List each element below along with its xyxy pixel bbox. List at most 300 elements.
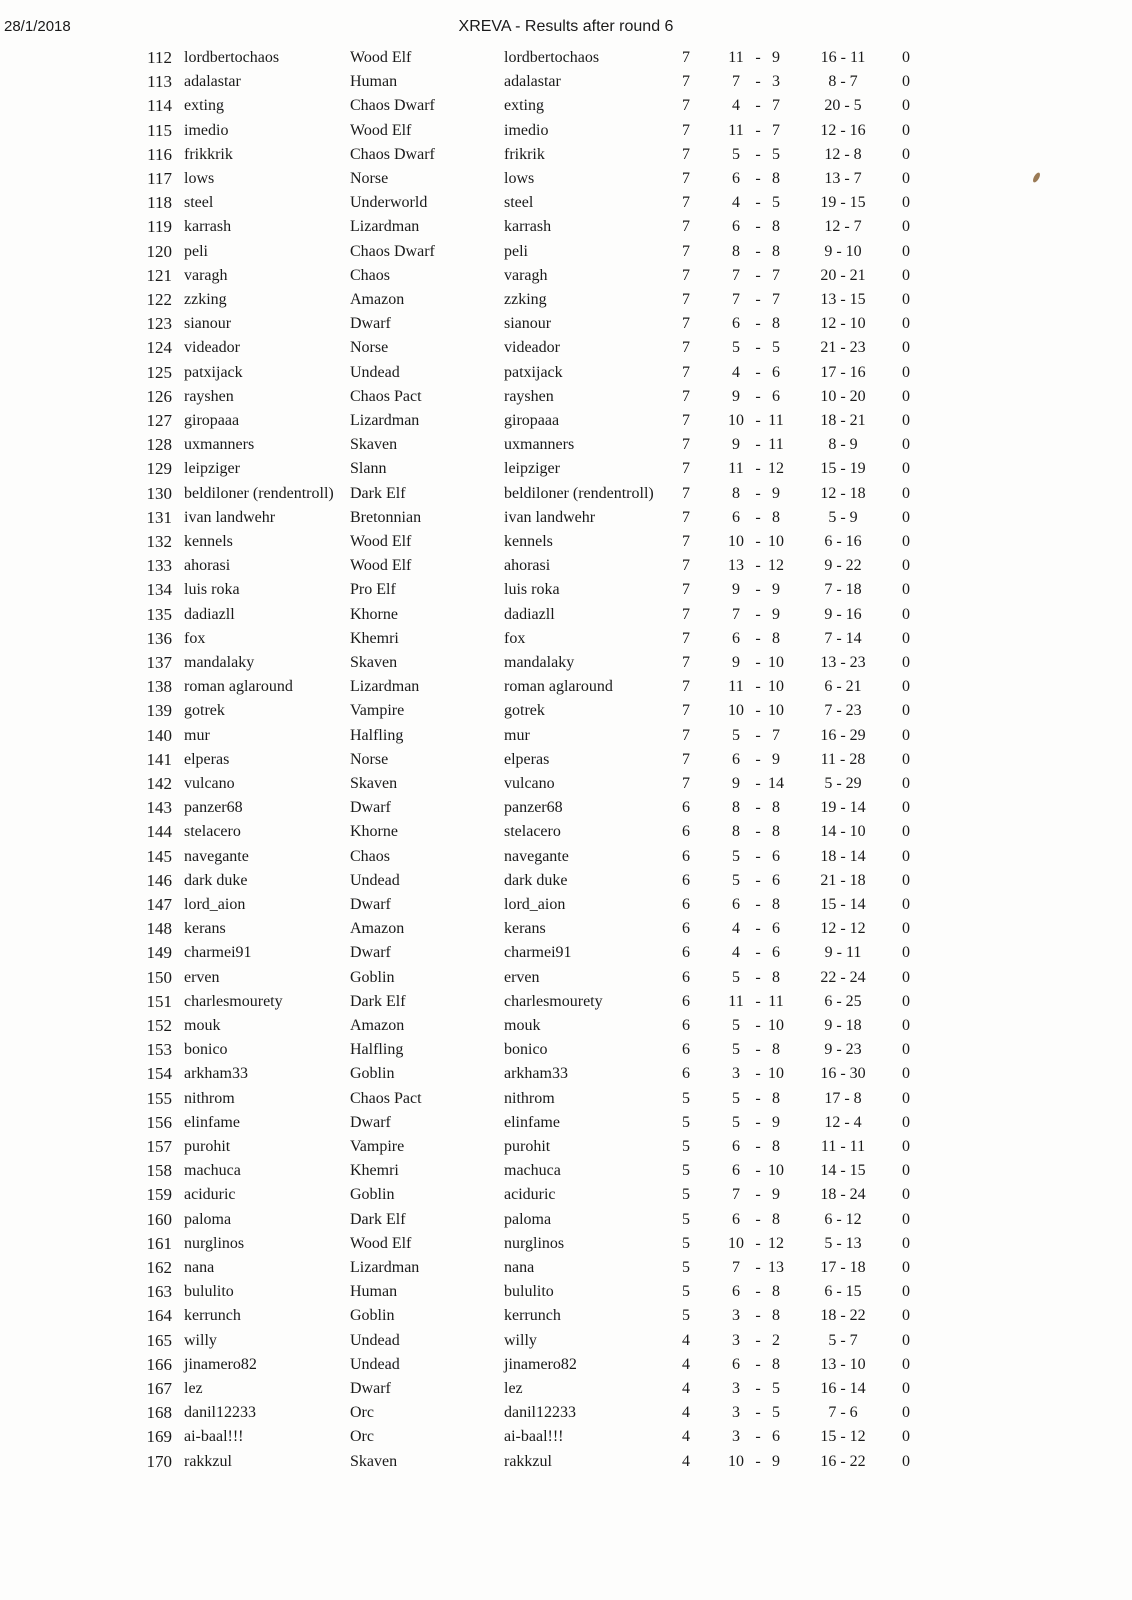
td-against-cell: 5 [772, 145, 780, 163]
print-date: 28/1/2018 [4, 18, 71, 35]
table-row [0, 1038, 1132, 1062]
team-cell: rakkzul [504, 1452, 552, 1470]
rank-cell: 122 [146, 290, 172, 309]
rank-cell: 143 [146, 798, 172, 818]
table-row [0, 1329, 1132, 1353]
casualties-cell: 16 - 11 [820, 49, 866, 66]
coach-cell: peli [184, 242, 208, 260]
rank-cell: 144 [146, 822, 172, 842]
points-cell: 7 [682, 218, 690, 236]
td-against-cell: 9 [772, 1113, 780, 1131]
table-row [0, 167, 1132, 191]
team-cell: nithrom [504, 1089, 555, 1107]
td-against-cell: 6 [772, 920, 780, 938]
rank-cell: 135 [146, 604, 172, 624]
table-row [0, 966, 1132, 990]
points-cell: 7 [682, 266, 690, 284]
team-cell: panzer68 [504, 799, 563, 817]
td-against-cell: 8 [772, 315, 780, 333]
bonus-cell: 0 [902, 121, 910, 139]
table-row [0, 264, 1132, 288]
casualties-cell: 9 - 10 [824, 242, 862, 260]
td-for-cell: 3 [732, 1307, 740, 1325]
td-against-cell: 6 [772, 847, 780, 865]
coach-cell: kerans [184, 920, 226, 938]
team-cell: kerans [504, 920, 546, 938]
td-separator: - [755, 1138, 761, 1155]
coach-cell: mouk [184, 1017, 221, 1034]
team-cell: steel [504, 194, 534, 212]
coach-cell: kennels [184, 533, 233, 550]
points-cell: 7 [682, 750, 690, 768]
td-against-cell: 8 [772, 896, 780, 913]
table-row [0, 675, 1132, 699]
points-cell: 5 [682, 1210, 690, 1228]
td-separator: - [755, 799, 761, 817]
casualties-cell: 12 - 18 [820, 484, 866, 502]
td-for-cell: 10 [728, 533, 744, 550]
td-against-cell: 9 [772, 1186, 780, 1204]
casualties-cell: 13 - 23 [820, 654, 866, 671]
team-cell: paloma [504, 1210, 552, 1228]
td-against-cell: 8 [772, 823, 780, 841]
td-for-cell: 10 [728, 702, 744, 720]
td-against-cell: 8 [772, 799, 780, 817]
td-separator: - [755, 145, 761, 163]
points-cell: 6 [682, 920, 690, 938]
race-cell: Halfling [350, 1041, 404, 1059]
rank-cell: 148 [146, 919, 172, 939]
bonus-cell: 0 [902, 871, 910, 889]
casualties-cell: 7 - 6 [828, 1404, 858, 1422]
points-cell: 7 [682, 339, 690, 357]
points-cell: 7 [682, 387, 690, 405]
bonus-cell: 0 [902, 847, 910, 865]
td-separator: - [755, 1041, 761, 1059]
td-separator: - [755, 363, 761, 381]
points-cell: 7 [682, 194, 690, 212]
table-row [0, 1062, 1132, 1086]
points-cell: 7 [682, 121, 690, 139]
table-row [0, 1232, 1132, 1256]
coach-cell: dadiazll [184, 605, 235, 623]
team-cell: mur [504, 726, 530, 744]
td-separator: - [755, 1452, 761, 1470]
td-for-cell: 5 [732, 968, 740, 986]
points-cell: 7 [682, 73, 690, 91]
bonus-cell: 0 [902, 218, 910, 236]
rank-cell: 123 [146, 314, 172, 334]
td-for-cell: 11 [728, 678, 744, 696]
bonus-cell: 0 [902, 992, 910, 1010]
casualties-cell: 6 - 25 [824, 992, 862, 1010]
bonus-cell: 0 [902, 1162, 910, 1180]
rank-cell: 166 [146, 1354, 172, 1374]
race-cell: Wood Elf [350, 49, 412, 66]
td-separator: - [755, 1355, 761, 1373]
table-row [0, 941, 1132, 965]
rank-cell: 119 [147, 217, 172, 237]
team-cell: giropaaa [504, 412, 560, 429]
td-for-cell: 5 [732, 1041, 740, 1059]
td-for-cell: 3 [732, 1065, 740, 1083]
td-against-cell: 10 [768, 1017, 784, 1034]
casualties-cell: 6 - 16 [824, 533, 862, 550]
team-cell: elinfame [504, 1113, 560, 1131]
td-for-cell: 6 [732, 170, 740, 187]
points-cell: 6 [682, 992, 690, 1010]
race-cell: Amazon [350, 1017, 405, 1034]
td-separator: - [755, 73, 761, 91]
rank-cell: 149 [146, 943, 172, 963]
td-for-cell: 4 [732, 920, 740, 938]
table-row [0, 94, 1132, 118]
points-cell: 5 [682, 1283, 690, 1301]
race-cell: Lizardman [350, 678, 420, 696]
td-against-cell: 8 [772, 1283, 780, 1301]
bonus-cell: 0 [902, 170, 910, 187]
casualties-cell: 16 - 14 [820, 1380, 866, 1397]
rank-cell: 145 [146, 846, 172, 866]
table-row [0, 772, 1132, 796]
race-cell: Lizardman [350, 218, 420, 236]
bonus-cell: 0 [902, 823, 910, 841]
table-row [0, 288, 1132, 312]
bonus-cell: 0 [902, 363, 910, 381]
race-cell: Norse [350, 750, 389, 768]
coach-cell: lordbertochaos [184, 49, 280, 66]
rank-cell: 165 [146, 1330, 172, 1350]
team-cell: patxijack [504, 363, 563, 381]
td-for-cell: 9 [732, 387, 740, 405]
casualties-cell: 5 - 29 [824, 775, 862, 792]
coach-cell: navegante [184, 847, 249, 865]
td-against-cell: 8 [772, 1138, 780, 1155]
race-cell: Goblin [350, 1065, 395, 1083]
rank-cell: 130 [146, 483, 172, 503]
points-cell: 7 [682, 291, 690, 308]
td-separator: - [755, 605, 761, 623]
coach-cell: nithrom [184, 1089, 235, 1107]
rank-cell: 167 [146, 1379, 172, 1398]
points-cell: 7 [682, 436, 690, 454]
casualties-cell: 10 - 20 [820, 387, 866, 405]
td-against-cell: 6 [772, 363, 780, 381]
td-separator: - [755, 896, 761, 913]
team-cell: karrash [504, 218, 552, 236]
coach-cell: dark duke [184, 871, 248, 889]
table-row [0, 1425, 1132, 1449]
team-cell: lez [504, 1380, 523, 1397]
bonus-cell: 0 [902, 775, 910, 792]
rank-cell: 132 [146, 532, 172, 551]
rank-cell: 155 [146, 1088, 172, 1108]
td-for-cell: 4 [732, 363, 740, 381]
points-cell: 4 [682, 1331, 690, 1349]
casualties-cell: 16 - 30 [820, 1065, 866, 1083]
rank-cell: 147 [146, 895, 172, 914]
bonus-cell: 0 [902, 1017, 910, 1034]
td-separator: - [755, 121, 761, 139]
points-cell: 7 [682, 145, 690, 163]
td-against-cell: 12 [768, 557, 784, 575]
td-separator: - [755, 387, 761, 405]
td-against-cell: 9 [772, 49, 780, 66]
points-cell: 7 [682, 242, 690, 260]
table-row [0, 191, 1132, 215]
rank-cell: 164 [146, 1306, 172, 1326]
bonus-cell: 0 [902, 1186, 910, 1204]
rank-cell: 152 [146, 1016, 172, 1035]
race-cell: Wood Elf [350, 533, 412, 550]
casualties-cell: 6 - 12 [824, 1210, 862, 1228]
points-cell: 7 [682, 654, 690, 671]
points-cell: 6 [682, 1041, 690, 1059]
team-cell: leipziger [504, 460, 560, 478]
table-row [0, 1401, 1132, 1425]
team-cell: elperas [504, 750, 550, 768]
td-against-cell: 3 [772, 73, 780, 91]
table-row [0, 699, 1132, 723]
td-separator: - [755, 823, 761, 841]
rank-cell: 157 [146, 1137, 172, 1156]
table-row [0, 385, 1132, 409]
race-cell: Slann [350, 460, 387, 478]
td-against-cell: 8 [772, 242, 780, 260]
rank-cell: 137 [146, 653, 172, 672]
points-cell: 7 [682, 605, 690, 623]
casualties-cell: 9 - 18 [824, 1017, 862, 1034]
team-cell: nana [504, 1259, 535, 1276]
race-cell: Khemri [350, 629, 399, 647]
td-against-cell: 10 [768, 1065, 784, 1083]
points-cell: 7 [682, 581, 690, 599]
coach-cell: lez [184, 1380, 203, 1397]
td-separator: - [755, 1113, 761, 1131]
team-cell: charmei91 [504, 944, 572, 962]
td-for-cell: 7 [732, 291, 740, 308]
points-cell: 7 [682, 484, 690, 502]
td-for-cell: 6 [732, 508, 740, 526]
coach-cell: mur [184, 726, 210, 744]
race-cell: Human [350, 73, 398, 91]
table-row [0, 603, 1132, 627]
bonus-cell: 0 [902, 1428, 910, 1446]
rank-cell: 142 [146, 774, 172, 793]
table-row [0, 143, 1132, 167]
table-row [0, 724, 1132, 748]
td-separator: - [755, 484, 761, 502]
td-for-cell: 6 [732, 896, 740, 913]
td-separator: - [755, 847, 761, 865]
table-row [0, 869, 1132, 893]
team-cell: luis roka [504, 581, 560, 599]
team-cell: vulcano [504, 775, 555, 792]
points-cell: 7 [682, 49, 690, 66]
casualties-cell: 16 - 22 [820, 1452, 866, 1470]
td-for-cell: 11 [728, 992, 744, 1010]
td-separator: - [755, 1065, 761, 1083]
coach-cell: luis roka [184, 581, 240, 599]
casualties-cell: 18 - 22 [820, 1307, 866, 1325]
rank-cell: 114 [147, 96, 172, 116]
td-for-cell: 7 [732, 73, 740, 91]
rank-cell: 121 [146, 265, 172, 285]
td-separator: - [755, 266, 761, 284]
td-separator: - [755, 557, 761, 575]
td-separator: - [755, 1186, 761, 1204]
casualties-cell: 18 - 14 [820, 847, 866, 865]
td-for-cell: 3 [732, 1404, 740, 1422]
td-against-cell: 7 [772, 121, 780, 139]
td-separator: - [755, 775, 761, 792]
td-against-cell: 12 [768, 460, 784, 478]
points-cell: 4 [682, 1452, 690, 1470]
coach-cell: imedio [184, 121, 229, 139]
points-cell: 5 [682, 1138, 690, 1155]
td-separator: - [755, 678, 761, 696]
casualties-cell: 12 - 7 [824, 218, 862, 236]
table-row [0, 312, 1132, 336]
td-against-cell: 10 [768, 654, 784, 671]
race-cell: Chaos Dwarf [350, 242, 435, 260]
race-cell: Chaos Pact [350, 1089, 422, 1107]
coach-cell: giropaaa [184, 412, 240, 429]
race-cell: Lizardman [350, 1259, 420, 1276]
coach-cell: bonico [184, 1041, 228, 1059]
casualties-cell: 13 - 7 [824, 170, 862, 187]
td-separator: - [755, 242, 761, 260]
bonus-cell: 0 [902, 1113, 910, 1131]
rank-cell: 146 [146, 870, 172, 890]
team-cell: dadiazll [504, 605, 555, 623]
td-separator: - [755, 871, 761, 889]
td-separator: - [755, 750, 761, 768]
td-separator: - [755, 654, 761, 671]
points-cell: 6 [682, 944, 690, 962]
rank-cell: 140 [146, 725, 172, 745]
table-row [0, 409, 1132, 433]
td-against-cell: 7 [772, 97, 780, 115]
table-row [0, 1304, 1132, 1328]
td-against-cell: 9 [772, 1452, 780, 1470]
casualties-cell: 6 - 15 [824, 1283, 862, 1301]
coach-cell: bululito [184, 1283, 234, 1301]
td-separator: - [755, 1404, 761, 1422]
td-separator: - [755, 1428, 761, 1446]
coach-cell: nurglinos [184, 1234, 245, 1252]
table-row [0, 1159, 1132, 1183]
rank-cell: 161 [146, 1233, 172, 1253]
td-separator: - [755, 218, 761, 236]
bonus-cell: 0 [902, 484, 910, 502]
table-row [0, 215, 1132, 239]
casualties-cell: 9 - 23 [824, 1041, 862, 1059]
coach-cell: frikkrik [184, 145, 233, 163]
points-cell: 5 [682, 1259, 690, 1276]
td-for-cell: 8 [732, 484, 740, 502]
bonus-cell: 0 [902, 654, 910, 671]
team-cell: ahorasi [504, 557, 551, 575]
rank-cell: 120 [146, 241, 172, 261]
race-cell: Vampire [350, 1138, 405, 1155]
table-row [0, 1450, 1132, 1474]
rank-cell: 113 [147, 72, 172, 92]
td-for-cell: 3 [732, 1380, 740, 1397]
coach-cell: fox [184, 629, 206, 647]
td-for-cell: 5 [732, 726, 740, 744]
td-against-cell: 12 [768, 1234, 784, 1252]
bonus-cell: 0 [902, 1210, 910, 1228]
race-cell: Orc [350, 1428, 374, 1446]
casualties-cell: 6 - 21 [824, 678, 862, 696]
casualties-cell: 13 - 10 [820, 1355, 866, 1373]
td-for-cell: 4 [732, 194, 740, 212]
bonus-cell: 0 [902, 194, 910, 212]
coach-cell: leipziger [184, 460, 240, 478]
casualties-cell: 15 - 12 [820, 1428, 866, 1446]
bonus-cell: 0 [902, 605, 910, 623]
points-cell: 7 [682, 315, 690, 333]
td-for-cell: 6 [732, 629, 740, 647]
team-cell: exting [504, 97, 544, 115]
points-cell: 5 [682, 1234, 690, 1252]
bonus-cell: 0 [902, 1307, 910, 1325]
team-cell: frikrik [504, 145, 545, 163]
coach-cell: willy [184, 1331, 217, 1349]
team-cell: beldiloner (rendentroll) [504, 484, 654, 502]
table-row [0, 820, 1132, 844]
td-for-cell: 11 [728, 121, 744, 139]
table-row [0, 845, 1132, 869]
table-row [0, 748, 1132, 772]
team-cell: bululito [504, 1283, 554, 1301]
team-cell: erven [504, 968, 540, 986]
team-cell: sianour [504, 315, 552, 333]
race-cell: Bretonnian [350, 508, 422, 526]
casualties-cell: 7 - 14 [824, 629, 862, 647]
td-against-cell: 7 [772, 291, 780, 308]
td-against-cell: 8 [772, 1041, 780, 1059]
bonus-cell: 0 [902, 533, 910, 550]
casualties-cell: 9 - 16 [824, 605, 862, 623]
team-cell: dark duke [504, 871, 568, 889]
coach-cell: kerrunch [184, 1307, 241, 1325]
td-for-cell: 10 [728, 1452, 744, 1470]
td-against-cell: 10 [768, 702, 784, 720]
race-cell: Underworld [350, 194, 428, 212]
race-cell: Undead [350, 871, 400, 889]
td-for-cell: 6 [732, 218, 740, 236]
bonus-cell: 0 [902, 1259, 910, 1276]
race-cell: Amazon [350, 920, 405, 938]
race-cell: Dwarf [350, 944, 391, 962]
race-cell: Chaos [350, 266, 390, 284]
td-for-cell: 10 [728, 412, 744, 429]
table-row [0, 119, 1132, 143]
race-cell: Khorne [350, 605, 398, 623]
race-cell: Norse [350, 170, 389, 187]
team-cell: kerrunch [504, 1307, 561, 1325]
casualties-cell: 18 - 21 [820, 412, 866, 429]
td-separator: - [755, 702, 761, 720]
table-row [0, 457, 1132, 481]
coach-cell: panzer68 [184, 799, 243, 817]
td-for-cell: 11 [728, 49, 744, 66]
race-cell: Wood Elf [350, 121, 412, 139]
points-cell: 4 [682, 1428, 690, 1446]
td-against-cell: 7 [772, 266, 780, 284]
